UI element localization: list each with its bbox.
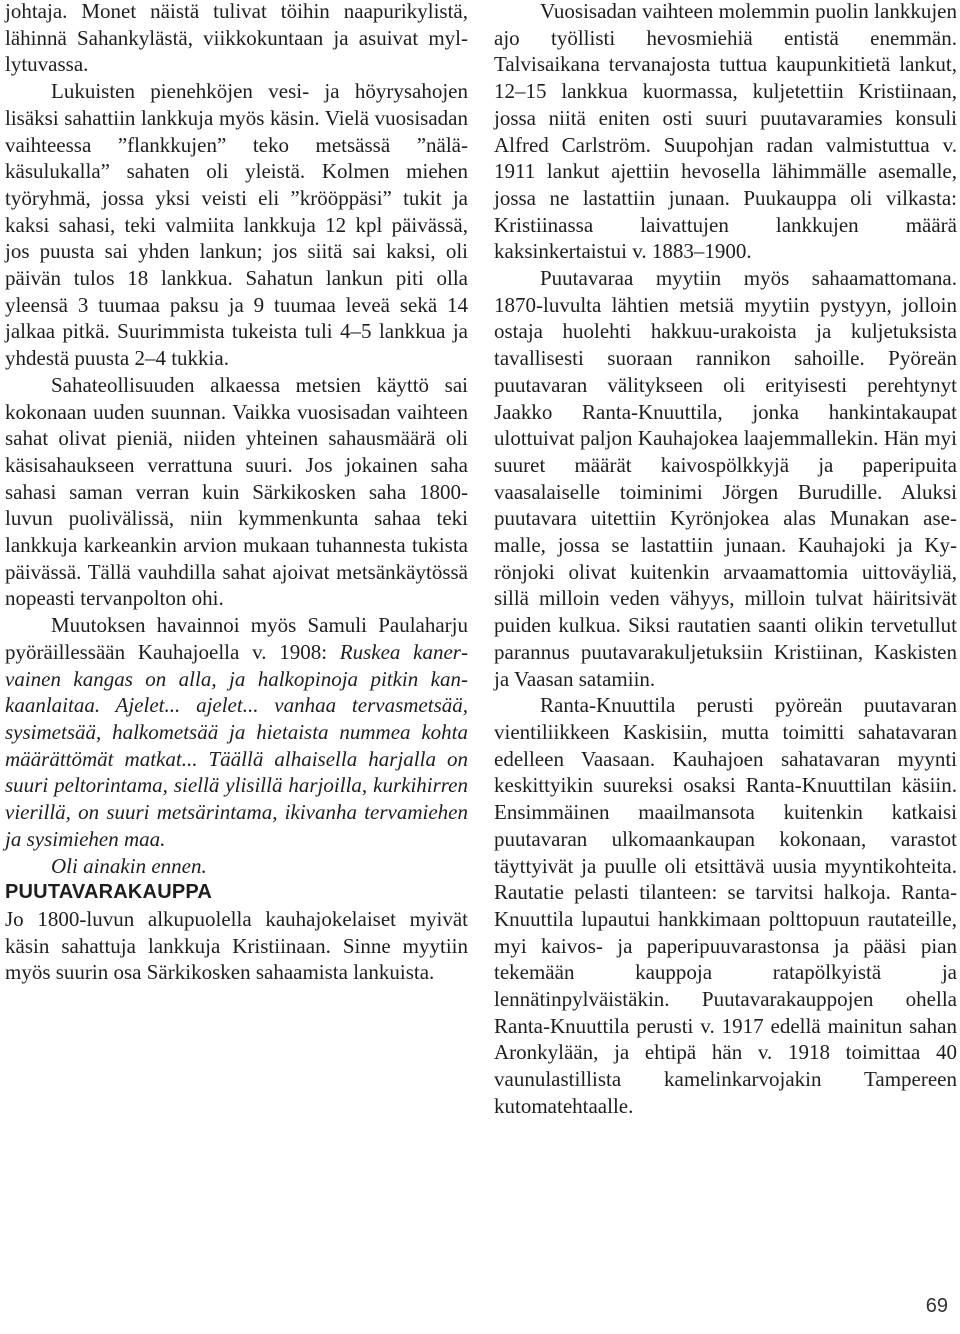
paragraph-sawmill-industry: Sahateollisuuden alkaessa metsien käyttö sai kokonaan uuden suunnan. Vaikka vuosisadan vaihteen sahat olivat pieniä, niiden yhteinen sahausmäärä oli käsisahaukseen verrattuna suuri. Jos jokainen saha sahasi saman verran kuin Särkikosken saha 1800-luvun puolivälissä, niin kymmenkunta sahaa teki lankkuja karkeankin arvion mukaan tuhannesta tukista päivässä. Tällä vauhdilla sahat ajoivat metsänkäytössä nopeasti tervanpolton ohi.: [5, 372, 468, 611]
quote-text: Ruskea kanervainen kangas on alla, ja halkopinoja pitkin kankaanlaitaa. Ajelet... ajelet... vanhaa tervasmetsää, sysimetsää, halkometsää ja hietaista nummea kohta määrättömät matkat... Täällä alhaisella harjalla on suuri peltorintama, siellä ylisillä harjoilla, kurkihirren vierillä, on suuri metsärintama, ikivanha tervamiehen ja sysimiehen maa.: [5, 639, 468, 851]
section-heading: PUUTAVARAKAUPPA: [5, 881, 213, 904]
page-number: 69: [925, 1295, 948, 1318]
right-column: [494, 0, 957, 1120]
quote-ending: Oli ainakin ennen.: [51, 853, 207, 878]
paragraph-unsawn-timber: Puutavaraa myytiin myös sahaamattomana. 1870-luvulta lähtien metsiä myytiin pystyyn, jolloin ostaja huolehti hakkuu-urakoista ja kuljetuksista tavallisesti suoraan rannikon sahoille. Pyöreän puutavaran välitykseen oli erityisesti perehtynyt Jaakko Ranta-Knuuttila, jonka hankintakaupat ulottuivat paljon Kauhajokea laajemmallekin. Hän myi suuret määrät kaivospölkkyjä ja paperipuita vaasalaiselle toiminimi Jörgen Burudille. Aluksi puutavara uitettiin Kyrönjokea alas Munakan asemalle, jossa se lastattiin junaan. Kauhajoki ja Kyrönjoki olivat kuitenkin arvaamattomia uittoväyliä, sillä milloin veden vähyys, milloin tulvat häiritsivät puiden kulkua. Siksi rautatien saanti olikin tervetullut parannus puutavarakuljetuksiin Kristiinan, Kaskisten ja Vaasan satamiin.: [494, 266, 957, 691]
paragraph-plank-transport: Vuosisadan vaihteen molemmin puolin lankkujen ajo työllisti hevosmiehiä entistä enemmän. Talvisaikana tervanajosta tuttua kaupunkitietä lankut, 12–15 lankkua kuormassa, kuljetettiin Kristiinaan, jossa niitä eniten osti suuri puutavaramies konsuli Alfred Carlström. Suupohjan radan valmistuttua v. 1911 lankut ajettiin hevosella lähimmälle asemalle, jossa ne lastattiin junaan. Puukauppa oli vilkasta: Kristiinassa laivattujen lankkujen määrä kaksinkertaistui v. 1883–1900.: [494, 0, 957, 264]
quote-intro: Muutoksen havainnoi myös Samuli Paulaharju pyöräillessään Kauhajoella v. 1908:: [5, 613, 468, 664]
paragraph-continuation: johtaja. Monet näistä tulivat töihin naapurikylistä, lähinnä Sahankylästä, viikkokuntaan ja asuivat myllytuvassa.: [5, 0, 468, 77]
left-column: [5, 0, 468, 986]
paragraph-hand-sawing: Lukuisten pienehköjen vesi- ja höyrysahojen lisäksi sahattiin lankkuja myös käsin. Vielä vuosisadan vaihteessa ”flankkujen” teko metsässä ”näläkäsulukalla” sahaten oli yleistä. Kolmen miehen työryhmä, jossa yksi veisti eli ”krööppäsi” tukit ja kaksi sahasi, teki valmiita lankkuja 12 kpl päivässä, jos puusta sai yhden lankun; jos siitä sai kaksi, oli päivän tulos 18 lankkua. Sahatun lankun piti olla yleensä 3 tuumaa paksu ja 9 tuumaa leveä sekä 14 jalkaa pitkä. Suurimmista tukeista tuli 4–5 lankkua ja yhdestä puusta 2–4 tukkia.: [5, 79, 468, 371]
paragraph-paulaharju-quote: [5, 612, 468, 852]
paragraph-timber-trade-intro: Jo 1800-luvun alkupuolella kauhajokelaiset myivät käsin sahattuja lankkuja Kristiinaan. Sinne myytiin myös suurin osa Särkikosken sahaamista lankuista.: [5, 906, 468, 985]
paragraph-ranta-knuuttila: Ranta-Knuuttila perusti pyöreän puutavaran vientiliikkeen Kaskisiin, mutta toimitti sahatavaran edelleen Vaasaan. Kauhajoen sahatavaran myynti keskittyikin suureksi osaksi Ranta-Knuuttilan käsiin. Ensimmäinen maailmansota kuitenkin katkaisi puutavaran ulkomaankaupan kokonaan, varastot täyttyivät ja puulle oli etsittävä uusia myyntikohteita. Rautatie pelasti tilanteen: se tarvitsi halkoja. Ranta-Knuuttila lupautui hankkimaan polttopuun rautateille, myi kaivos- ja paperipuuvarastonsa ja pääsi pian tekemään kauppoja ratapölkyistä ja lennätinpylväistäkin. Puutavarakauppojen ohella Ranta-Knuuttila perusti v. 1917 edellä mainitun sahan Aronkylään, ja ehtipä hän v. 1918 toimittaa 40 vaunulastillista kamelinkarvojakin Tampereen kutomatehtaalle.: [494, 693, 957, 1118]
